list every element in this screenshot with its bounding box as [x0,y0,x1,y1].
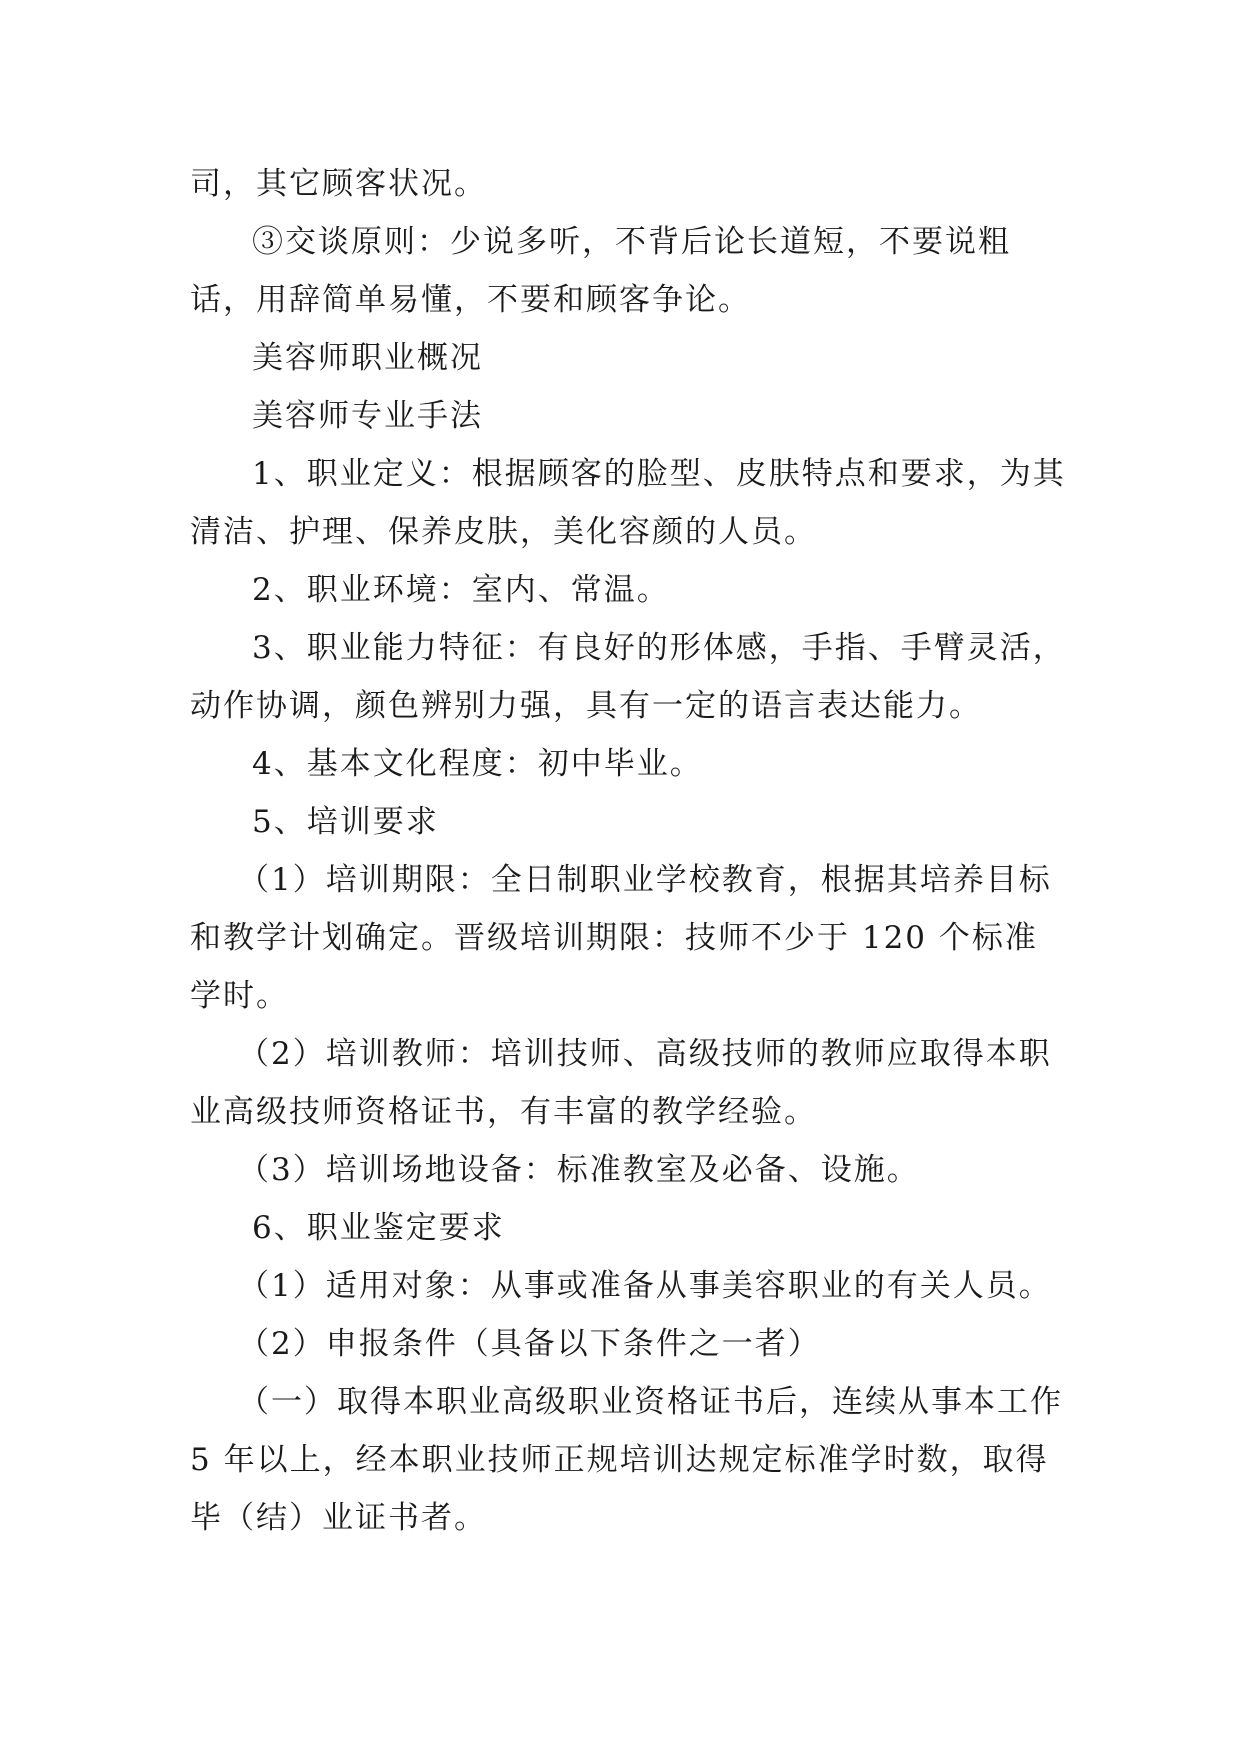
paragraph-condition-one: （一）取得本职业高级职业资格证书后，连续从事本工作 5 年以上，经本职业技师正规培训达规定标准学时数，取得毕（结）业证书者。 [190,1384,1075,1536]
heading-professional-techniques: 美容师专业手法 [252,398,483,434]
paragraph-education-level: 4、基本文化程度：初中毕业。 [252,746,703,782]
heading-training-requirements: 5、培训要求 [252,804,439,840]
paragraph-continuation: 司，其它顾客状况。 [190,166,487,202]
paragraph-career-environment: 2、职业环境：室内、常温。 [252,572,670,608]
paragraph-career-definition: 1、职业定义：根据顾客的脸型、皮肤特点和要求，为其清洁、护理、保养皮肤，美化容颜的人员。 [190,456,1066,550]
paragraph-applicable-persons: （1）适用对象：从事或准备从事美容职业的有关人员。 [238,1268,1052,1304]
paragraph-training-period: （1）培训期限：全日制职业学校教育，根据其培养目标和教学计划确定。晋级培训期限：技师不少于 120 个标准学时。 [190,862,1052,1014]
paragraph-conversation-principle: ③交谈原则：少说多听，不背后论长道短，不要说粗话，用辞简单易懂，不要和顾客争论。 [190,224,1011,318]
heading-appraisal-requirements: 6、职业鉴定要求 [252,1210,505,1246]
paragraph-application-conditions: （2）申报条件（具备以下条件之一者） [238,1326,821,1362]
paragraph-training-facilities: （3）培训场地设备：标准教室及必备、设施。 [238,1152,920,1188]
paragraph-ability-features: 3、职业能力特征：有良好的形体感，手指、手臂灵活，动作协调，颜色辨别力强，具有一定的语言表达能力。 [190,630,1066,724]
heading-career-overview: 美容师职业概况 [252,340,483,376]
paragraph-training-teachers: （2）培训教师：培训技师、高级技师的教师应取得本职业高级技师资格证书，有丰富的教学经验。 [190,1036,1052,1130]
document-body [190,155,1075,1547]
